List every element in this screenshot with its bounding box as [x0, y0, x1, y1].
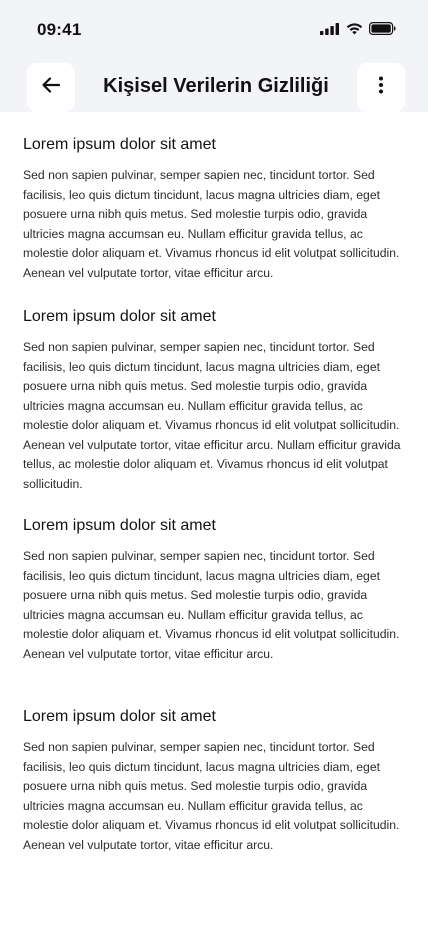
- policy-section: [23, 306, 406, 494]
- section-title: Lorem ipsum dolor sit amet: [23, 308, 216, 325]
- signal-icon: [320, 22, 340, 40]
- section-body: Sed non sapien pulvinar, semper sapien nec, tincidunt tortor. Sed facilisis, leo quis dictum tincidunt, lacus magna ultricies diam, eget posuere urna nibh quis metus. Sed molestie turpis odio, gravida ultricies magna accumsan eu. Nullam efficitur gravida tellus, ac molestie dolor aliquam et. Vivamus rhoncus id elit volutpat sollicitudin. Aenean vel vulputate tortor, vitae efficitur arcu.: [23, 549, 400, 661]
- section-title: Lorem ipsum dolor sit amet: [23, 136, 216, 153]
- more-options-button[interactable]: [357, 63, 405, 112]
- page-title: Kişisel Verilerin Gizliliği: [103, 75, 329, 97]
- section-title: Lorem ipsum dolor sit amet: [23, 708, 216, 725]
- status-icons: [320, 22, 396, 40]
- policy-content: [0, 112, 428, 855]
- section-body: Sed non sapien pulvinar, semper sapien nec, tincidunt tortor. Sed facilisis, leo quis dictum tincidunt, lacus magna ultricies diam, eget posuere urna nibh quis metus. Sed molestie turpis odio, gravida ultricies magna accumsan eu. Nullam efficitur gravida tellus, ac molestie dolor aliquam et. Vivamus rhoncus id elit volutpat sollicitudin. Aenean vel vulputate tortor, vitae efficitur arcu. Nullam efficitur gravida tellus, ac molestie dolor aliquam et. Vivamus rhoncus id elit volutpat sollicitudin.: [23, 340, 401, 491]
- wifi-icon: [346, 22, 363, 40]
- section-body: Sed non sapien pulvinar, semper sapien nec, tincidunt tortor. Sed facilisis, leo quis dictum tincidunt, lacus magna ultricies diam, eget posuere urna nibh quis metus. Sed molestie turpis odio, gravida ultricies magna accumsan eu. Nullam efficitur gravida tellus, ac molestie dolor aliquam et. Vivamus rhoncus id elit volutpat sollicitudin. Aenean vel vulputate tortor, vitae efficitur arcu.: [23, 740, 400, 852]
- section-title: Lorem ipsum dolor sit amet: [23, 517, 216, 534]
- more-vertical-icon: [378, 76, 384, 99]
- top-area: [0, 0, 428, 112]
- status-bar: [0, 0, 428, 60]
- section-body: Sed non sapien pulvinar, semper sapien nec, tincidunt tortor. Sed facilisis, leo quis dictum tincidunt, lacus magna ultricies diam, eget posuere urna nibh quis metus. Sed molestie turpis odio, gravida ultricies magna accumsan eu. Nullam efficitur gravida tellus, ac molestie dolor aliquam et. Vivamus rhoncus id elit volutpat sollicitudin. Aenean vel vulputate tortor, vitae efficitur arcu.: [23, 168, 400, 280]
- policy-section: [23, 706, 406, 855]
- back-button[interactable]: [27, 63, 75, 112]
- arrow-left-icon: [42, 77, 60, 98]
- app-header: [27, 63, 405, 112]
- status-time: 09:41: [37, 20, 82, 39]
- policy-section: [23, 515, 406, 664]
- battery-icon: [369, 22, 396, 40]
- policy-section: [23, 134, 406, 283]
